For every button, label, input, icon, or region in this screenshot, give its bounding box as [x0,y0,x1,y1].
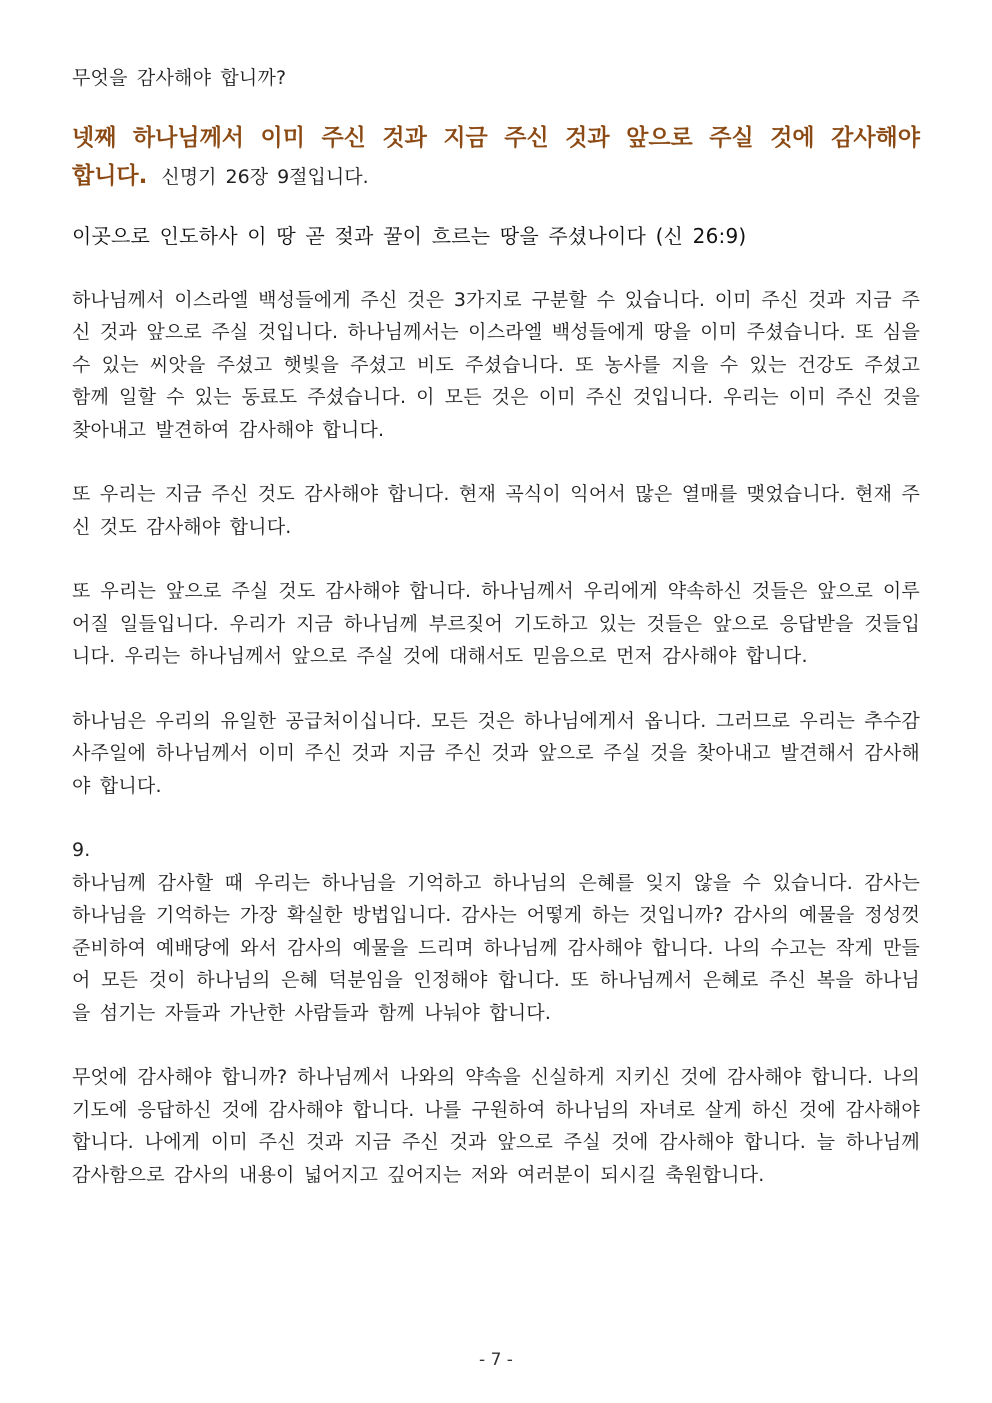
heading-emphasis: 넷째 하나님께서 이미 주신 것과 지금 주신 것과 앞으로 주실 것에 감사해야 합니다. [72,124,920,189]
section-number: 9. [72,839,91,861]
scripture-reference: 신명기 26장 9절입니다. [161,165,369,188]
section-paragraph: 하나님께 감사할 때 우리는 하나님을 기억하고 하나님의 은혜를 잊지 않을 수 있습니다. 감사는 하나님을 기억하는 가장 확실한 방법입니다. 감사는 어떻게 하는 것입니까? 감사의 예물을 정성껏 준비하여 예배당에 와서 감사의 예물을 드리며 하나님께 감사해야 합니다. 나의 수고는 작게 만들어 모든 것이 하나님의 은혜 덕분임을 인정해야 합니다. 또 하나님께서 은혜로 주신 복을 하나님을 섬기는 자들과 가난한 사람들과 함께 나눠야 합니다. [72,871,920,1024]
closing-paragraph: 무엇에 감사해야 합니까? 하나님께서 나와의 약속을 신실하게 지키신 것에 감사해야 합니다. 나의 기도에 응답하신 것에 감사해야 합니다. 나를 구원하여 하나님의 자녀로 살게 하신 것에 감사해야 합니다. 나에게 이미 주신 것과 지금 주신 것과 앞으로 주실 것에 감사해야 합니다. 늘 하나님께 감사함으로 감사의 내용이 넓어지고 깊어지는 저와 여러분이 되시길 축원합니다. [72,1066,920,1186]
section-heading [72,119,920,196]
paragraph-2: 또 우리는 지금 주신 것도 감사해야 합니다. 현재 곡식이 익어서 많은 열매를 맺었습니다. 현재 주신 것도 감사해야 합니다. [72,483,920,538]
document-body [72,62,920,1191]
paragraph-3: 또 우리는 앞으로 주실 것도 감사해야 합니다. 하나님께서 우리에게 약속하신 것들은 앞으로 이루어질 일들입니다. 우리가 지금 하나님께 부르짖어 기도하고 있는 것들은 앞으로 응답받을 것들입니다. 우리는 하나님께서 앞으로 주실 것에 대해서도 믿음으로 먼저 감사해야 합니다. [72,580,920,667]
intro-question: 무엇을 감사해야 합니까? [72,67,287,89]
page-number: - 7 - [479,1350,513,1370]
paragraph-1: 하나님께서 이스라엘 백성들에게 주신 것은 3가지로 구분할 수 있습니다. 이미 주신 것과 지금 주신 것과 앞으로 주실 것입니다. 하나님께서는 이스라엘 백성들에게 땅을 이미 주셨습니다. 또 심을 수 있는 씨앗을 주셨고 햇빛을 주셨고 비도 주셨습니다. 또 농사를 지을 수 있는 건강도 주셨고 함께 일할 수 있는 동료도 주셨습니다. 이 모든 것은 이미 주신 것입니다. 우리는 이미 주신 것을 찾아내고 발견하여 감사해야 합니다. [72,288,920,441]
paragraph-4: 하나님은 우리의 유일한 공급처이십니다. 모든 것은 하나님에게서 옵니다. 그러므로 우리는 추수감사주일에 하나님께서 이미 주신 것과 지금 주신 것과 앞으로 주실 것을 찾아내고 발견해서 감사해야 합니다. [72,709,920,797]
scripture-verse: 이곳으로 인도하사 이 땅 곧 젖과 꿀이 흐르는 땅을 주셨나이다 (신 26:9) [72,223,747,248]
